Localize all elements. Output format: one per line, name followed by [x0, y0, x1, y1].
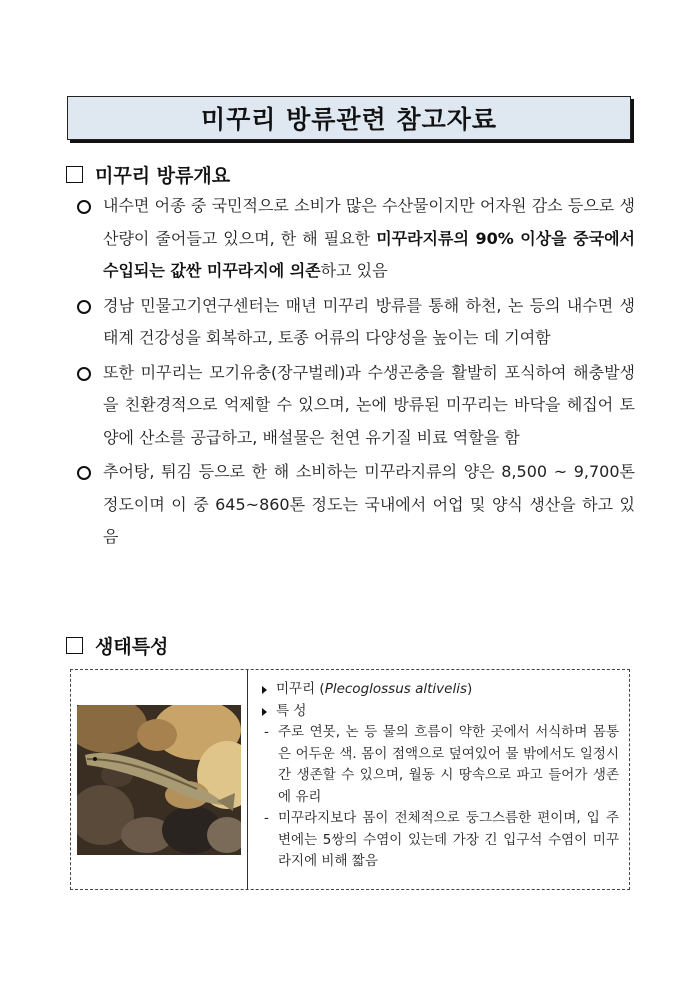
bullet-bold-text: 미꾸라지류의 90% 이상을 중국에서 수입되는 값싼 미꾸라지에 의존: [103, 228, 635, 280]
fish-common-name: 미꾸리: [276, 681, 316, 697]
bullet-item: [75, 290, 635, 355]
paren-close: ): [467, 681, 473, 697]
document-title-box: [67, 96, 631, 140]
document-title: 미꾸리 방류관련 참고자료: [200, 105, 498, 134]
circle-bullet-icon: [77, 367, 91, 381]
bullet-text: 경남 민물고기연구센터는 매년 미꾸리 방류를 통해 하천, 논 등의 내수면 생태계 건강성을 회복하고, 토종 어류의 다양성을 높이는 데 기여함: [103, 295, 635, 347]
bullet-item: [75, 357, 635, 455]
circle-bullet-icon: [77, 300, 91, 314]
trait-text: 미꾸라지보다 몸이 전체적으로 둥그스름한 편이며, 입 주변에는 5쌍의 수염이 있는데 가장 긴 입구석 수염이 미꾸라지에 비해 짧음: [278, 810, 619, 869]
bullet-text: 내수면 어종 중 국민적으로 소비가 많은 수산물이지만 어자원 감소 등으로 생산량이 줄어들고 있으며, 한 해 필요한: [103, 196, 635, 248]
circle-bullet-icon: [77, 466, 91, 480]
bullet-text-end: 하고 있음: [320, 261, 388, 280]
section-title: 미꾸리 방류개요: [95, 165, 231, 187]
triangle-bullet-icon: [262, 708, 267, 716]
trait-item: [260, 808, 619, 873]
ecology-table: [70, 669, 630, 890]
fish-photo-cell: [71, 670, 248, 889]
loach-fish-photo: [77, 705, 241, 855]
paren-open: (: [315, 681, 325, 697]
bullet-item: [75, 456, 635, 554]
fish-name-row: [260, 679, 619, 701]
trait-text: 주로 연못, 논 등 물의 흐름이 약한 곳에서 서식하며 몸통은 어두운 색. 몸이 점액으로 덮여있어 물 밖에서도 일정시간 생존할 수 있으며, 월동 시 땅속으로 파고 들어가 생존에 유리: [278, 724, 619, 805]
dash-bullet: -: [264, 724, 269, 740]
section-heading-ecology: [66, 632, 168, 659]
dash-bullet: -: [264, 810, 269, 826]
checkbox-square-icon: [66, 166, 83, 183]
traits-label: 특 성: [276, 702, 307, 719]
bullet-text: 또한 미꾸리는 모기유충(장구벌레)과 수생곤충을 활발히 포식하여 해충발생을 친환경적으로 억제할 수 있으며, 논에 방류된 미꾸리는 바닥을 헤집어 토양에 산소를 공급하고, 배설물은 천연 유기질 비료 역할을 함: [103, 362, 635, 447]
circle-bullet-icon: [77, 200, 91, 214]
ecology-description-cell: [248, 670, 629, 889]
traits-label-row: [260, 701, 619, 723]
checkbox-square-icon: [66, 637, 83, 654]
overview-bullet-list: [75, 190, 635, 554]
trait-item: [260, 722, 619, 808]
section-heading-overview: [66, 161, 230, 188]
section-title: 생태특성: [95, 636, 169, 658]
triangle-bullet-icon: [262, 686, 267, 694]
bullet-text: 추어탕, 튀김 등으로 한 해 소비하는 미꾸라지류의 양은 8,500 ~ 9,700톤 정도이며 이 중 645~860톤 정도는 국내에서 어업 및 양식 생산을 하고 있음: [103, 462, 635, 546]
bullet-item: [75, 190, 635, 288]
fish-scientific-name: Plecoglossus altivelis: [324, 681, 467, 697]
